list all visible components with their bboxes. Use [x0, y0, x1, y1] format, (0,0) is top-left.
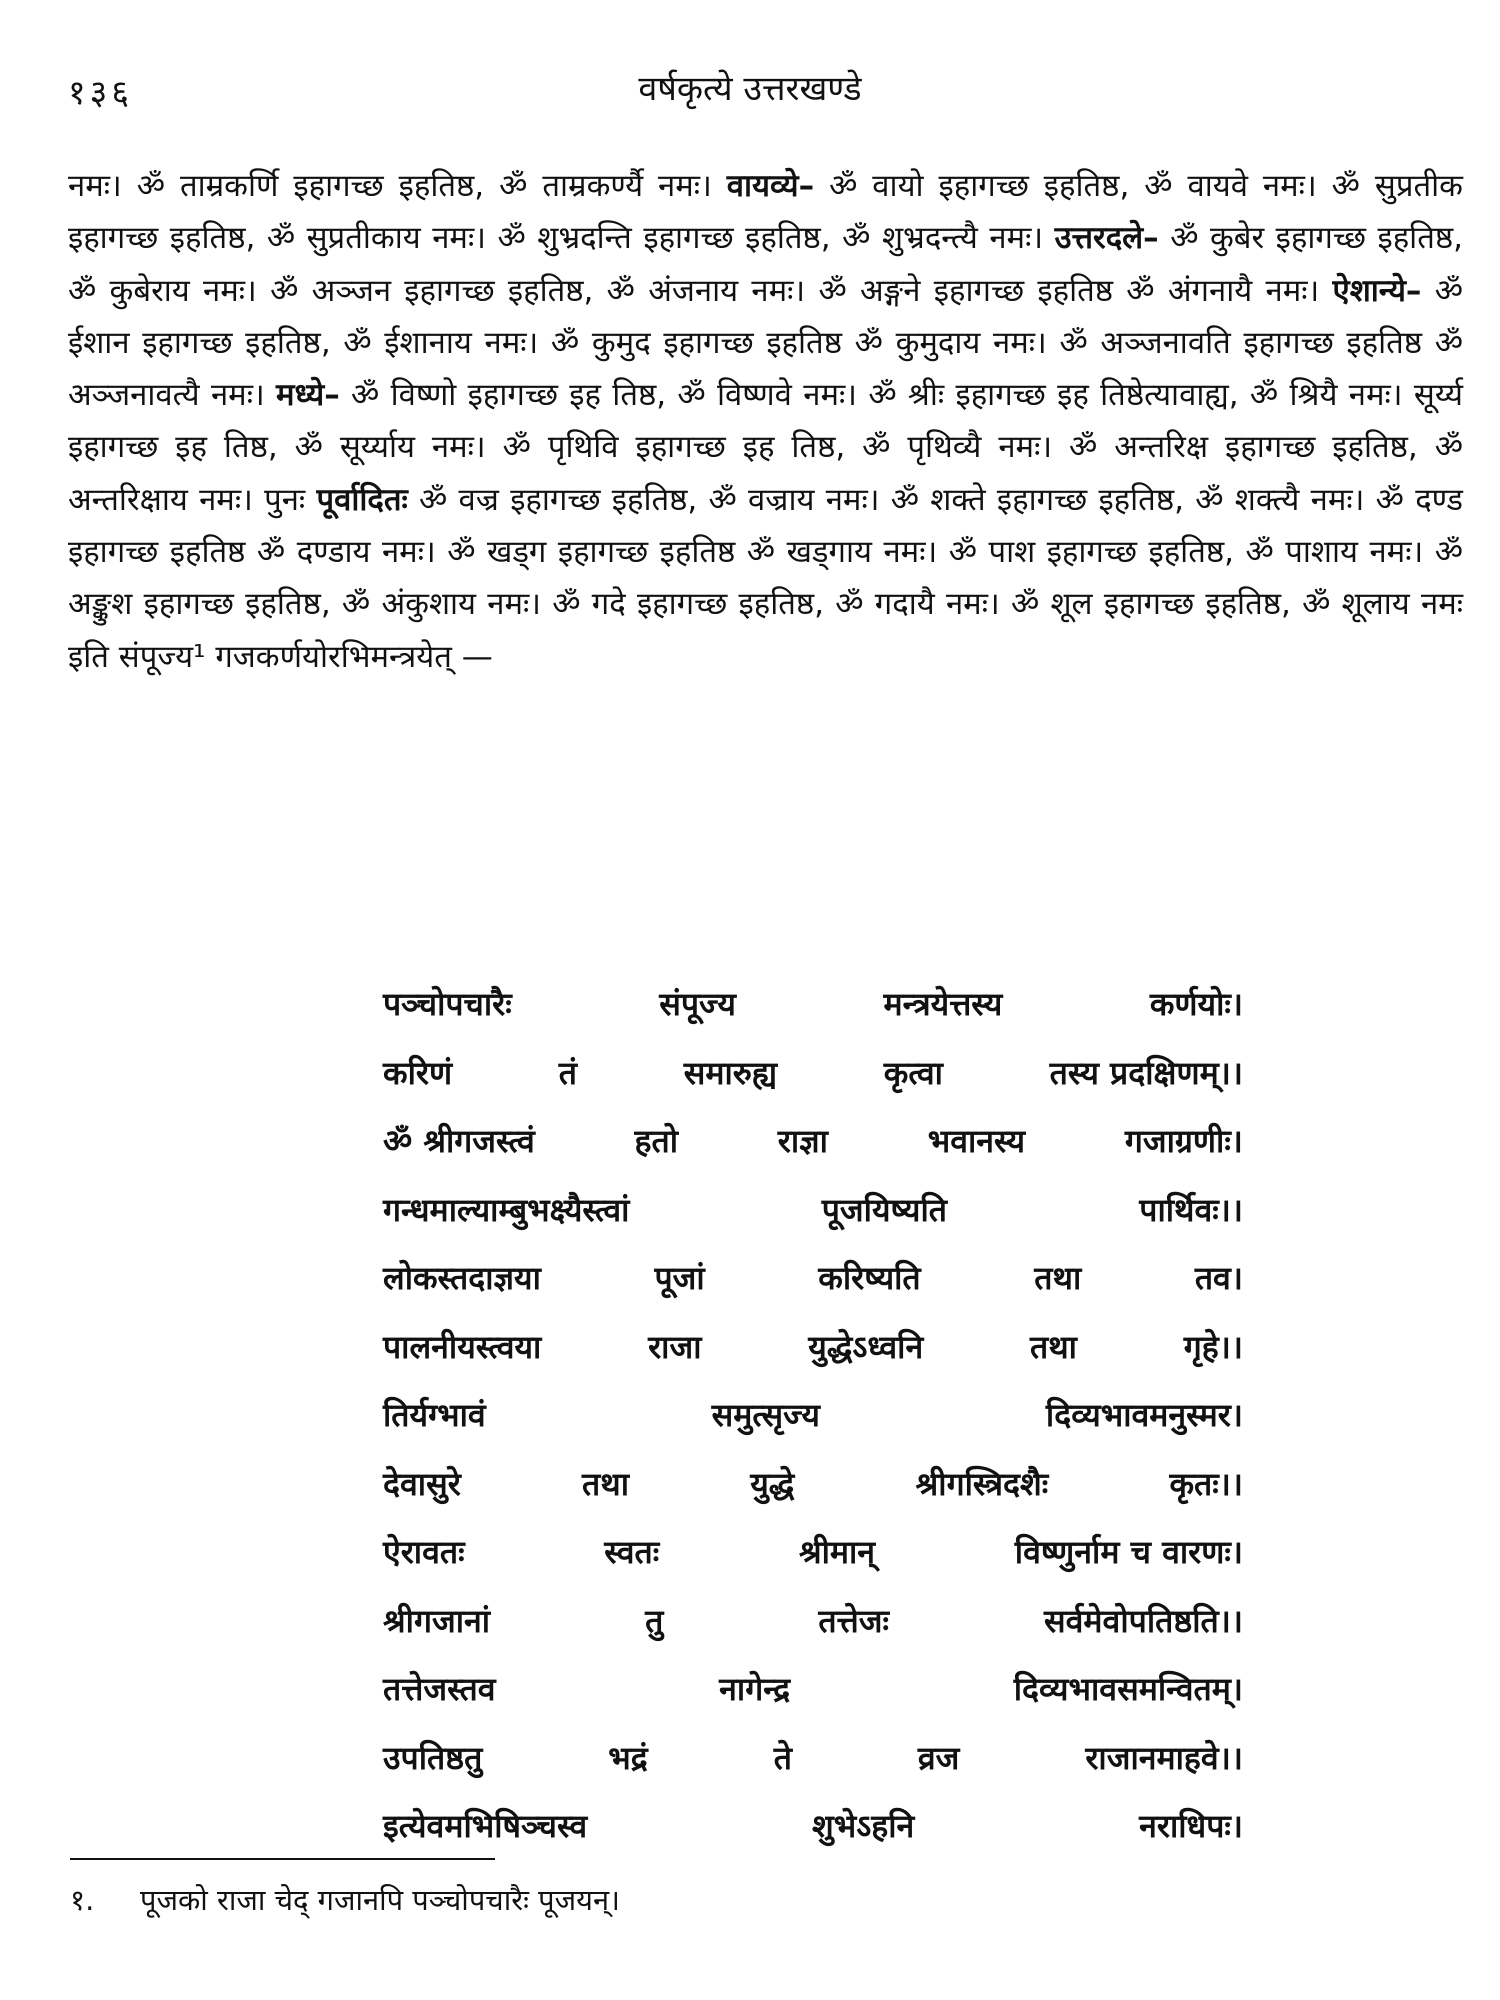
verse-word: तत्तेजः: [818, 1601, 889, 1640]
verse-line: [383, 1381, 1243, 1450]
verse-word: गृहे।।: [1183, 1327, 1243, 1366]
verse-word: उपतिष्ठतु: [383, 1738, 483, 1777]
verse-word: राजा: [648, 1327, 702, 1366]
verse-line: [383, 1724, 1243, 1793]
verse-word: पूजां: [654, 1259, 705, 1297]
verse-word: राजानमाहवे।।: [1085, 1738, 1243, 1777]
verse-line: [383, 1313, 1243, 1382]
running-head: वर्षकृत्ये उत्तरखण्डे: [638, 69, 862, 109]
verse-line: [383, 1450, 1243, 1519]
verse-word: तिर्यग्भावं: [383, 1396, 486, 1434]
prose-text: ॐ वायो इहागच्छ इहतिष्ठ, ॐ वायवे नमः। ॐ सुप्रतीक इहागच्छ इहतिष्ठ, ॐ सुप्रतीकाय नमः। ॐ शुभ्रदन्ति इहागच्छ इहतिष्ठ, ॐ शुभ्रदन्त्यै नमः।: [68, 168, 1463, 257]
prose-text: ॐ ईशान इहागच्छ इहतिष्ठ, ॐ ईशानाय नमः। ॐ कुमुद इहागच्छ इहतिष्ठ ॐ कुमुदाय नमः। ॐ अञ्जनावति इहागच्छ इहतिष्ठ ॐ अञ्जनावत्यै नमः।: [68, 272, 1463, 414]
verse-word: राज्ञा: [777, 1122, 828, 1160]
verse-word: तस्य प्रदक्षिणम्।।: [1049, 1053, 1243, 1092]
verse-word: कृतः।।: [1169, 1464, 1243, 1503]
verse-word: श्रीमान्: [798, 1533, 876, 1571]
footnote-divider: [70, 1858, 495, 1860]
verse-word: शुभेऽहनि: [812, 1807, 915, 1845]
verse-line: [383, 1039, 1243, 1108]
verse-word: पूजयिष्यति: [821, 1190, 947, 1229]
verse-word: लोकस्तदाज्ञया: [383, 1259, 541, 1297]
verse-line: [383, 1244, 1243, 1313]
verse-word: दिव्यभावसमन्वितम्।: [1013, 1670, 1243, 1708]
verse-word: गजाग्रणीः।: [1124, 1122, 1243, 1160]
verse-word: गन्धमाल्याम्बुभक्ष्यैस्त्वां: [383, 1190, 630, 1229]
verse-line: [383, 1107, 1243, 1176]
verse-word: श्रीगस्त्रिदशैः: [915, 1464, 1049, 1503]
verse-word: कर्णयोः।: [1149, 985, 1243, 1023]
verse-line: [383, 970, 1243, 1039]
verse-word: तत्तेजस्तव: [383, 1670, 496, 1708]
footnote: [70, 1880, 620, 1919]
verse-word: विष्णुर्नाम च वारणः।: [1014, 1533, 1243, 1571]
verse-word: भद्रं: [608, 1738, 648, 1777]
verse-word: मन्त्रयेत्तस्य: [883, 985, 1003, 1023]
verse-word: सर्वमेवोपतिष्ठति।।: [1044, 1601, 1243, 1640]
footnote-text: पूजको राजा चेद् गजानपि पञ्चोपचारैः पूजयन्।: [140, 1883, 621, 1917]
body-paragraph: [68, 160, 1463, 683]
verse-word: पार्थिवः।।: [1139, 1190, 1243, 1229]
verse-word: ॐ श्रीगजस्त्वं: [383, 1122, 535, 1160]
verse-word: देवासुरे: [383, 1464, 461, 1503]
section-heading: वायव्ये–: [726, 168, 815, 204]
verse-word: युद्धेऽध्वनि: [808, 1327, 924, 1366]
verse-word: भवानस्य: [927, 1122, 1026, 1160]
verse-word: समारुह्य: [683, 1053, 778, 1092]
section-heading: पूर्वादितः: [316, 481, 408, 518]
verse-word: समुत्सृज्य: [711, 1396, 820, 1434]
verse-word: तं: [558, 1053, 578, 1092]
verse-word: व्रज: [917, 1738, 960, 1777]
verse-word: पालनीयस्त्वया: [383, 1327, 542, 1366]
verse-word: तथा: [1029, 1327, 1077, 1366]
verse-word: नागेन्द्र: [719, 1670, 791, 1708]
verse-word: तु: [645, 1601, 664, 1640]
verse-word: स्वतः: [604, 1533, 660, 1571]
section-heading: ऐशान्ये–: [1332, 272, 1422, 309]
verse-line: [383, 1176, 1243, 1245]
verse-line: [383, 1518, 1243, 1587]
verse-word: ऐरावतः: [383, 1533, 465, 1571]
verse-word: तव।: [1194, 1259, 1243, 1297]
verse-word: पञ्चोपचारैः: [383, 985, 512, 1023]
verse-word: श्रीगजानां: [383, 1601, 491, 1640]
verse-word: इत्येवमभिषिञ्चस्व: [383, 1807, 588, 1845]
verse-word: करिष्यति: [818, 1259, 921, 1297]
verse-line: [383, 1587, 1243, 1656]
verse-line: [383, 1792, 1243, 1861]
section-heading: मध्ये–: [276, 377, 340, 414]
verse-word: करिणं: [383, 1053, 453, 1092]
verse-word: नराधिपः।: [1139, 1807, 1243, 1845]
verse-line: [383, 1655, 1243, 1724]
verse-word: ते: [773, 1738, 792, 1777]
verse-word: दिव्यभावमनुस्मर।: [1045, 1396, 1243, 1434]
verse-word: कृत्वा: [883, 1053, 943, 1092]
verse-word: संपूज्य: [659, 985, 736, 1023]
prose-text: नमः। ॐ ताम्रकर्णि इहागच्छ इहतिष्ठ, ॐ ताम्रकर्ण्यै नमः।: [68, 168, 727, 204]
verse-block: [383, 970, 1243, 1861]
verse-word: युद्धे: [750, 1464, 795, 1503]
verse-word: तथा: [582, 1464, 630, 1503]
prose-text: ॐ वज्र इहागच्छ इहतिष्ठ, ॐ वज्राय नमः। ॐ शक्ते इहागच्छ इहतिष्ठ, ॐ शक्त्यै नमः। ॐ दण्ड इहागच्छ इहतिष्ठ ॐ दण्डाय नमः। ॐ खड्ग इहागच्छ इहतिष्ठ ॐ खड्गाय नमः। ॐ पाश इहागच्छ इहतिष्ठ, ॐ पाशाय नमः। ॐ अङ्कुश इहागच्छ इहतिष्ठ, ॐ अंकुशाय नमः। ॐ गदे इहागच्छ इहतिष्ठ, ॐ गदायै नमः। ॐ शूल इहागच्छ इहतिष्ठ, ॐ शूलाय नमः इति संपूज्य¹ गजकर्णयोरभिमन्त्रयेत् —: [68, 481, 1463, 675]
footnote-mark: १.: [70, 1883, 95, 1917]
verse-word: हतो: [634, 1122, 679, 1160]
page-number: १३६: [68, 73, 134, 113]
verse-word: तथा: [1034, 1259, 1082, 1297]
section-heading: उत्तरदले–: [1054, 220, 1159, 257]
prose-text: ॐ विष्णो इहागच्छ इह तिष्ठ, ॐ विष्णवे नमः। ॐ श्रीः इहागच्छ इह तिष्ठेत्यावाह्य, ॐ श्रियै नमः। सूर्य्य इहागच्छ इह तिष्ठ, ॐ सूर्य्याय नमः। ॐ पृथिवि इहागच्छ इह तिष्ठ, ॐ पृथिव्यै नमः। ॐ अन्तरिक्ष इहागच्छ इहतिष्ठ, ॐ अन्तरिक्षाय नमः। पुनः: [68, 377, 1463, 518]
prose-text: ॐ कुबेर इहागच्छ इहतिष्ठ, ॐ कुबेराय नमः। ॐ अञ्जन इहागच्छ इहतिष्ठ, ॐ अंजनाय नमः। ॐ अङ्गने इहागच्छ इहतिष्ठ ॐ अंगनायै नमः।: [68, 220, 1463, 309]
